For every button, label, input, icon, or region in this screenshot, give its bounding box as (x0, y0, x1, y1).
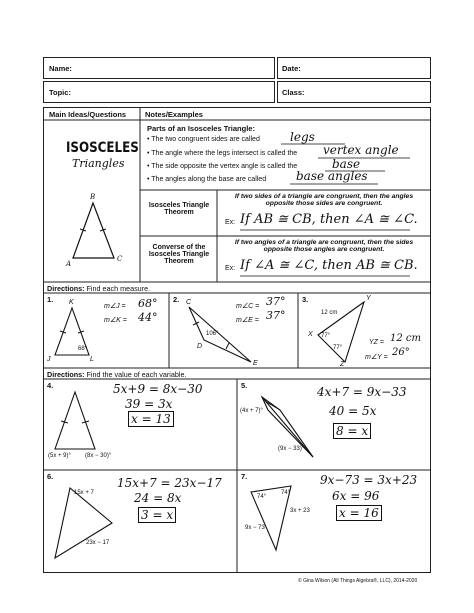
p7-side-2: 9x − 73 (245, 525, 265, 531)
p6-answer: 3 = x (138, 507, 176, 523)
converse-name: Converse of the Isosceles Triangle Theorem (148, 244, 210, 265)
theorem-statement: If two sides of a triangle are congruent, then the angles opposite those sides are congruent. (234, 193, 414, 207)
problem2-number: 2. (173, 295, 180, 304)
part-answer-3: base (332, 157, 361, 171)
p7-work-2: 6x = 96 (332, 489, 380, 503)
p2-answer-e: 37° (266, 309, 286, 322)
part-answer-1: legs (290, 130, 315, 144)
p7-angle-a: 74° (257, 494, 267, 500)
vertex-label-c: C (117, 255, 123, 263)
problem5-number: 5. (241, 381, 248, 390)
p3-vertex-z: Z (340, 361, 345, 368)
topic-label: Topic: (49, 88, 71, 97)
p2-answer-c: 37° (266, 295, 286, 308)
notes-examples-header: Notes/Examples (145, 110, 203, 119)
part-item-3: • The side opposite the vertex angle is called the (147, 163, 298, 170)
p2-vertex-d: D (197, 343, 203, 350)
page-title: ISOSCELES (66, 140, 139, 156)
p4-answer: x = 13 (128, 411, 174, 427)
problem3-number: 3. (302, 295, 309, 304)
p7-angle-b: 74° (281, 490, 291, 496)
part-answer-2: vertex angle (323, 143, 399, 157)
date-label: Date: (282, 64, 301, 73)
converse-ex-label: Ex: (225, 265, 236, 272)
name-label: Name: (49, 64, 72, 73)
main-ideas-header: Main Ideas/Questions (49, 110, 127, 119)
p2-angle: 106° (206, 331, 219, 337)
p2-line-e: m∠E = (236, 317, 259, 324)
p1-line-k: m∠K = (104, 317, 127, 324)
theorem-example: If AB ≅ CB, then ∠A ≅ ∠C. (240, 212, 418, 227)
p4-work-1: 5x+9 = 8x−30 (113, 382, 203, 396)
p5-answer: 8 = x (333, 423, 371, 439)
p7-side-1: 3x + 23 (290, 508, 310, 514)
theorem-name: Isosceles Triangle Theorem (148, 202, 210, 216)
vertex-label-b: B (90, 193, 96, 201)
class-label: Class: (282, 88, 305, 97)
theorem-ex-label: Ex: (225, 219, 236, 226)
p1-angle: 68° (78, 346, 88, 352)
p4-angle-right: (8x − 30)° (85, 453, 112, 459)
p2-line-c: m∠C = (236, 303, 260, 310)
part-item-2: • The angle where the legs intersect is called the (147, 150, 298, 157)
p7-answer: x = 16 (336, 505, 382, 521)
p3-angle-x: 77° (321, 333, 331, 339)
vertex-label-a: A (66, 260, 72, 268)
p3-answer-yz: 12 cm (390, 333, 421, 344)
p3-vertex-x: X (308, 331, 313, 338)
p5-angle-b: (9x − 33)° (278, 446, 305, 452)
p5-angle-a: (4x + 7)° (240, 408, 263, 414)
directions-find-variable: Directions: Find the value of each variable. (47, 370, 187, 379)
p7-work-1: 9x−73 = 3x+23 (320, 473, 418, 487)
p3-angle-z: 77° (333, 345, 343, 351)
part-item-1: • The two congruent sides are called (147, 136, 260, 143)
p1-vertex-l: L (90, 356, 94, 363)
p5-work-2: 40 = 5x (329, 404, 377, 418)
p3-vertex-y: Y (366, 295, 371, 302)
p6-work-1: 15x+7 = 23x−17 (117, 476, 222, 490)
p2-vertex-c: C (186, 299, 192, 306)
converse-example: If ∠A ≅ ∠C, then AB ≅ CB. (240, 258, 418, 273)
parts-heading: Parts of an Isosceles Triangle: (147, 124, 255, 133)
page-subtitle: Triangles (72, 157, 125, 170)
p6-side-2: 23x − 17 (86, 540, 110, 546)
converse-statement: If two angles of a triangle are congruent, then the sides opposite those angles are congruent. (234, 239, 414, 253)
p1-answer-k: 44° (138, 311, 158, 324)
part-answer-4: base angles (296, 169, 368, 183)
problem7-number: 7. (241, 472, 248, 481)
p1-vertex-j: J (47, 356, 51, 363)
p1-line-j: m∠J = (104, 303, 126, 310)
p1-vertex-k: K (69, 299, 74, 306)
p3-side: 12 cm (321, 310, 338, 316)
p2-vertex-e: E (253, 360, 258, 367)
p4-angle-left: (5x + 9)° (48, 453, 71, 459)
problem1-number: 1. (47, 295, 54, 304)
p3-line-yz: YZ = (369, 339, 384, 346)
p5-work-1: 4x+7 = 9x−33 (317, 385, 407, 399)
directions-find-measure: Directions: Find each measure. (47, 284, 151, 293)
copyright-footer: © Gina Wilson (All Things Algebra®, LLC), 2014-2020 (298, 578, 418, 584)
problem4-number: 4. (47, 381, 54, 390)
p6-work-2: 24 = 8x (134, 491, 182, 505)
problem6-number: 6. (47, 472, 54, 481)
p3-answer-y: 26° (392, 347, 410, 358)
part-item-4: • The angles along the base are called (147, 176, 267, 183)
p4-work-2: 39 = 3x (125, 397, 173, 411)
p3-line-y: m∠Y = (365, 354, 388, 361)
p1-answer-j: 68° (138, 297, 158, 310)
p6-side-1: 15x + 7 (74, 490, 94, 496)
